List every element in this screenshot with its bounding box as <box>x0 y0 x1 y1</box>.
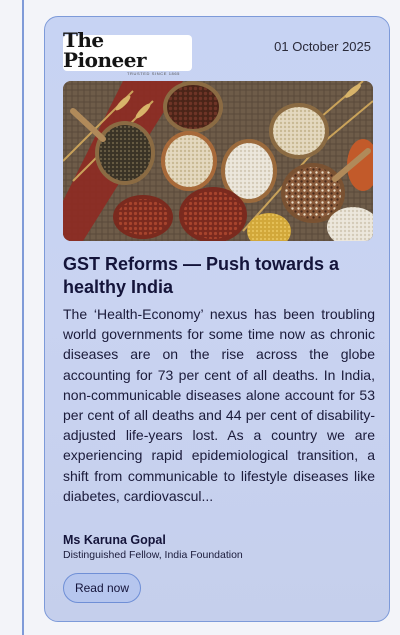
publisher-logo <box>63 28 192 76</box>
article-title[interactable]: GST Reforms — Push towards a healthy India <box>63 254 340 297</box>
grains-illustration <box>63 81 373 241</box>
article-image[interactable] <box>63 81 373 241</box>
article-card[interactable] <box>44 16 390 622</box>
publisher-logo-text: The Pioneer <box>63 28 147 72</box>
article-excerpt: The ‘Health-Economy’ nexus has been troubling world governments for some time now as chronic diseases are on the rise across the globe accounting for 73 per cent of all deaths. In India, non-communicable diseases alone account for 53 per cent of all deaths and 44 per cent of disability-adjusted life-years lost. As a country we are experiencing rapid epidemiological transition, a shift from communicable to lifestyle diseases like diabetes, cardiovascul... <box>63 306 375 504</box>
read-now-button[interactable]: Read now <box>63 573 141 603</box>
author-name: Ms Karuna Gopal <box>63 533 166 547</box>
publisher-tagline: TRUSTED SINCE 1865 <box>126 71 180 76</box>
left-border-line <box>22 0 24 635</box>
author-role: Distinguished Fellow, India Foundation <box>63 549 243 561</box>
article-date: 01 October 2025 <box>274 39 371 54</box>
